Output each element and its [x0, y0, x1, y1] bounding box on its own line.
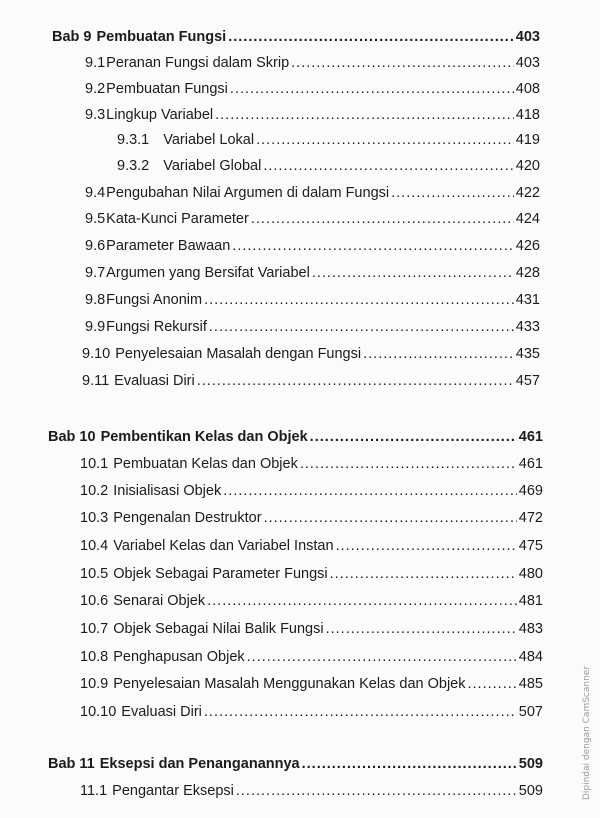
section-entry: [85, 318, 540, 336]
entry-title: Pembentikan Kelas dan Objek: [100, 429, 308, 445]
section-entry: [80, 592, 543, 610]
entry-page: 420: [515, 158, 540, 174]
section-entry: [80, 782, 543, 800]
section-entry: [80, 675, 543, 693]
section-entry: [85, 80, 540, 98]
dot-leader: [204, 291, 514, 309]
section-entry: [85, 210, 540, 228]
entry-number: 10.3: [80, 510, 109, 526]
entry-number: 10.8: [80, 649, 109, 665]
entry-number: 9.10: [82, 346, 111, 362]
chapter-entry: [52, 28, 540, 46]
entry-number: 10.9: [80, 676, 109, 692]
entry-title: Parameter Bawaan: [106, 238, 231, 254]
entry-number: Bab 11: [48, 756, 95, 772]
entry-number: 9.3.2: [117, 158, 150, 174]
entry-title: Fungsi Rekursif: [106, 319, 207, 335]
entry-page: 424: [515, 211, 540, 227]
entry-title: Pengenalan Destruktor: [113, 510, 262, 526]
section-entry: [85, 264, 540, 282]
entry-number: 10.6: [80, 593, 109, 609]
section-entry: [82, 372, 540, 390]
section-entry: [80, 565, 543, 583]
entry-page: 461: [518, 429, 543, 445]
entry-title: Argumen yang Bersifat Variabel: [106, 265, 310, 281]
subsection-entry: [117, 131, 540, 149]
dot-leader: [302, 755, 517, 773]
entry-page: 435: [515, 346, 540, 362]
entry-page: 507: [518, 704, 543, 720]
entry-page: 480: [518, 566, 543, 582]
entry-number: 10.10: [80, 704, 117, 720]
section-entry: [80, 509, 543, 527]
entry-title: Objek Sebagai Parameter Fungsi: [113, 566, 328, 582]
entry-page: 408: [515, 81, 540, 97]
entry-number: 9.11: [82, 373, 110, 389]
section-entry: [82, 345, 540, 363]
section-entry: [85, 291, 540, 309]
chapter-entry: [48, 755, 543, 773]
dot-leader: [326, 620, 517, 638]
section-entry: [80, 537, 543, 555]
entry-number: 11.1: [80, 783, 108, 799]
section-entry: [85, 54, 540, 72]
chapter-entry: [48, 428, 543, 446]
entry-page: 481: [518, 593, 543, 609]
entry-title: Eksepsi dan Penanganannya: [99, 756, 300, 772]
entry-page: 433: [515, 319, 540, 335]
dot-leader: [330, 565, 517, 583]
entry-page: 475: [518, 538, 543, 554]
entry-number: 9.1: [85, 55, 106, 71]
scanner-watermark: [580, 648, 594, 818]
entry-number: 9.3.1: [117, 132, 150, 148]
entry-page: 418: [515, 107, 540, 123]
dot-leader: [215, 106, 514, 124]
entry-number: 9.6: [85, 238, 106, 254]
section-entry: [85, 106, 540, 124]
dot-leader: [207, 592, 517, 610]
dot-leader: [263, 157, 513, 175]
entry-title: Penyelesaian Masalah Menggunakan Kelas dan Objek: [113, 676, 466, 692]
dot-leader: [310, 428, 517, 446]
section-entry: [80, 703, 543, 721]
entry-page: 461: [518, 456, 543, 472]
entry-title: Lingkup Variabel: [106, 107, 214, 123]
entry-number: 10.7: [80, 621, 109, 637]
entry-title: Pengantar Eksepsi: [112, 783, 234, 799]
entry-number: Bab 9: [52, 29, 92, 45]
entry-page: 509: [518, 783, 543, 799]
entry-title: Evaluasi Diri: [114, 373, 195, 389]
entry-number: 10.5: [80, 566, 109, 582]
section-entry: [80, 620, 543, 638]
entry-title: Inisialisasi Objek: [113, 483, 222, 499]
entry-title: Senarai Objek: [113, 593, 206, 609]
section-entry: [80, 648, 543, 666]
section-entry: [85, 184, 540, 202]
entry-title: Variabel Global: [163, 158, 262, 174]
dot-leader: [197, 372, 514, 390]
subsection-entry: [117, 157, 540, 175]
entry-title: Peranan Fungsi dalam Skrip: [106, 55, 290, 71]
dot-leader: [236, 782, 517, 800]
dot-leader: [300, 455, 517, 473]
dot-leader: [336, 537, 517, 555]
dot-leader: [264, 509, 517, 527]
entry-title: Pembuatan Kelas dan Objek: [113, 456, 298, 472]
entry-page: 431: [515, 292, 540, 308]
dot-leader: [251, 210, 514, 228]
dot-leader: [391, 184, 514, 202]
entry-number: 9.7: [85, 265, 106, 281]
entry-number: 10.4: [80, 538, 109, 554]
watermark-text: Dipindai dengan CamScanner: [582, 665, 593, 801]
entry-number: 9.2: [85, 81, 106, 97]
entry-page: 485: [518, 676, 543, 692]
entry-page: 484: [518, 649, 543, 665]
entry-page: 422: [515, 185, 540, 201]
entry-number: 9.3: [85, 107, 106, 123]
entry-title: Variabel Kelas dan Variabel Instan: [113, 538, 334, 554]
section-entry: [85, 237, 540, 255]
entry-number: 9.5: [85, 211, 106, 227]
entry-title: Pembuatan Fungsi: [106, 81, 228, 97]
dot-leader: [209, 318, 514, 336]
dot-leader: [228, 28, 514, 46]
section-entry: [80, 455, 543, 473]
entry-page: 403: [515, 55, 540, 71]
entry-number: 10.1: [80, 456, 109, 472]
dot-leader: [256, 131, 514, 149]
dot-leader: [312, 264, 514, 282]
dot-leader: [223, 482, 517, 500]
entry-page: 403: [515, 29, 540, 45]
entry-title: Objek Sebagai Nilai Balik Fungsi: [113, 621, 324, 637]
dot-leader: [230, 80, 514, 98]
entry-number: Bab 10: [48, 429, 96, 445]
entry-title: Pengubahan Nilai Argumen di dalam Fungsi: [106, 185, 390, 201]
entry-number: 9.8: [85, 292, 106, 308]
entry-title: Fungsi Anonim: [106, 292, 203, 308]
entry-number: 10.2: [80, 483, 109, 499]
entry-title: Penyelesaian Masalah dengan Fungsi: [115, 346, 362, 362]
entry-title: Penghapusan Objek: [113, 649, 245, 665]
entry-page: 457: [515, 373, 540, 389]
dot-leader: [204, 703, 517, 721]
dot-leader: [468, 675, 517, 693]
entry-title: Kata-Kunci Parameter: [106, 211, 249, 227]
dot-leader: [247, 648, 517, 666]
entry-page: 426: [515, 238, 540, 254]
entry-page: 419: [515, 132, 540, 148]
entry-number: 9.4: [85, 185, 106, 201]
entry-title: Pembuatan Fungsi: [96, 29, 227, 45]
entry-page: 483: [518, 621, 543, 637]
dot-leader: [363, 345, 514, 363]
entry-page: 509: [518, 756, 543, 772]
entry-page: 472: [518, 510, 543, 526]
entry-number: 9.9: [85, 319, 106, 335]
dot-leader: [291, 54, 514, 72]
entry-title: Variabel Lokal: [163, 132, 255, 148]
dot-leader: [232, 237, 514, 255]
entry-title: Evaluasi Diri: [121, 704, 202, 720]
entry-page: 469: [518, 483, 543, 499]
entry-page: 428: [515, 265, 540, 281]
section-entry: [80, 482, 543, 500]
